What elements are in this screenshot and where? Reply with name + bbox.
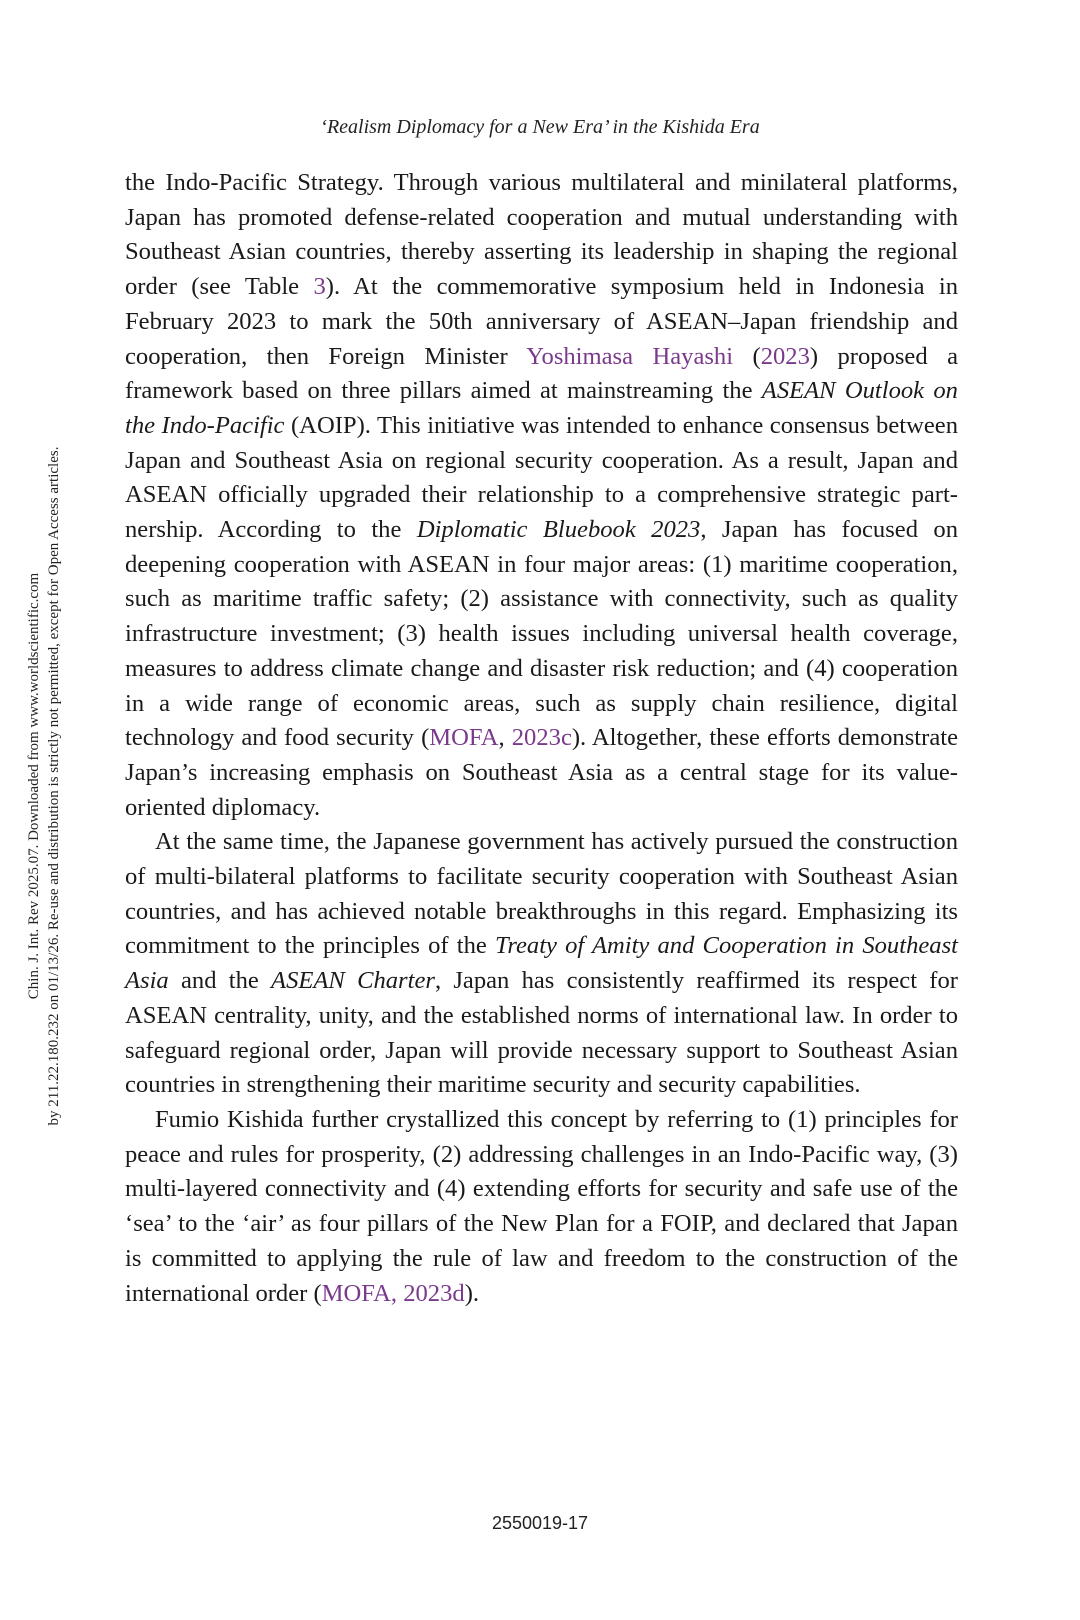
aoip-title: ASEAN Outlook on the Indo-Pacific (125, 377, 958, 439)
page-number: 2550019-17 (491, 1513, 589, 1533)
text-run: , Japan has focused on deepening cooperation with ASEAN in four major areas: (1) maritime cooperation, such as maritime traffic safety; (2) assistance with connectivity, such as quality infrastructure investment; (3) health issues including universal health coverage, measures to address climate change and disaster risk reduction; and (4) cooperation in a wide range of economic areas, such as supply chain resilience, digital technology and food security ( (125, 516, 958, 752)
text-run: ). At the commemorative symposium held in Indonesia in February 2023 to mark the 50th anniversary of ASEAN–Japan friendship and cooperation, then Foreign Minister (125, 273, 959, 370)
download-notice-line-2: by 211.22.180.232 on 01/13/26. Re-use and distribution is strictly not permitted, except for Open Access articles. (46, 446, 62, 1126)
text-run: and the (168, 967, 272, 995)
running-head: ‘Realism Diplomacy for a New Era’ in the Kishida Era (320, 116, 760, 138)
text-run: Fumio Kishida further crystallized this concept by referring to (1) principles for peace and rules for prosperity, (2) addressing challenges in an Indo-Pacific way, (3) multi-layered connectivity and (4) extending efforts for security and safe use of the ‘sea’ to the ‘air’ as four pillars of the New Plan for a FOIP, and declared that Japan is committed to applying the rule of law and freedom to the construction of the international order ( (125, 1105, 958, 1307)
download-notice-sidebar (0, 0, 80, 1620)
paragraph-2 (125, 825, 958, 1103)
text-run: ). Altogether, these efforts demonstrate Japan’s increasing emphasis on Southeast Asia as a central stage for its value-oriented diplomacy. (125, 724, 958, 821)
mofa-2023d-link[interactable]: MOFA, 2023d (321, 1279, 465, 1307)
mofa-2023c-link[interactable]: 2023c (511, 724, 572, 752)
download-notice-line-1: Chin. J. Int. Rev 2025.07. Downloaded from www.worldscientific.com (26, 572, 42, 1000)
article-body (125, 166, 958, 1311)
text-run: (AOIP). This initiative was intended to enhance consensus between Japan and Southeast Asia on regional security cooperation. As a result, Japan and ASEAN officially upgraded their relationship to a comprehensive strategic partnership. According to the (125, 411, 958, 544)
table-3-link[interactable]: 3 (313, 273, 326, 301)
charter-title: ASEAN Charter (271, 967, 435, 995)
text-run: the Indo-Pacific Strategy. Through various multilateral and minilateral platforms, Japan has promoted defense-related cooperation and mutual understanding with Southeast Asian countries, thereby asserting its leadership in shaping the regional order (see Table (125, 169, 958, 301)
text-run: ) proposed a framework based on three pillars aimed at mainstreaming the (125, 342, 958, 405)
paragraph-3 (125, 1103, 958, 1311)
treaty-title: Treaty of Amity and Cooperation in Southeast Asia (125, 932, 958, 995)
paragraph-1 (125, 166, 958, 825)
hayashi-year-link[interactable]: 2023 (760, 342, 810, 370)
text-run: , Japan has consistently reaffirmed its respect for ASEAN centrality, unity, and the established norms of international law. In order to safeguard regional order, Japan will provide necessary support to Southeast Asian countries in strengthening their maritime security and security capabilities. (125, 967, 958, 1099)
text-run: ). (464, 1279, 480, 1307)
text-run: At the same time, the Japanese government has actively pursued the construction of multi-bilateral platforms to facilitate security cooperation with Southeast Asian countries, and has achieved notable breakthroughs in this regard. Emphasizing its commitment to the principles of the (125, 828, 958, 960)
hayashi-author-link[interactable]: Yoshimasa Hayashi (526, 342, 734, 370)
mofa-author-link[interactable]: MOFA (429, 724, 499, 752)
text-run: ( (733, 342, 761, 370)
bluebook-title: Diplomatic Bluebook 2023 (416, 516, 701, 544)
text-run: , (498, 724, 512, 752)
